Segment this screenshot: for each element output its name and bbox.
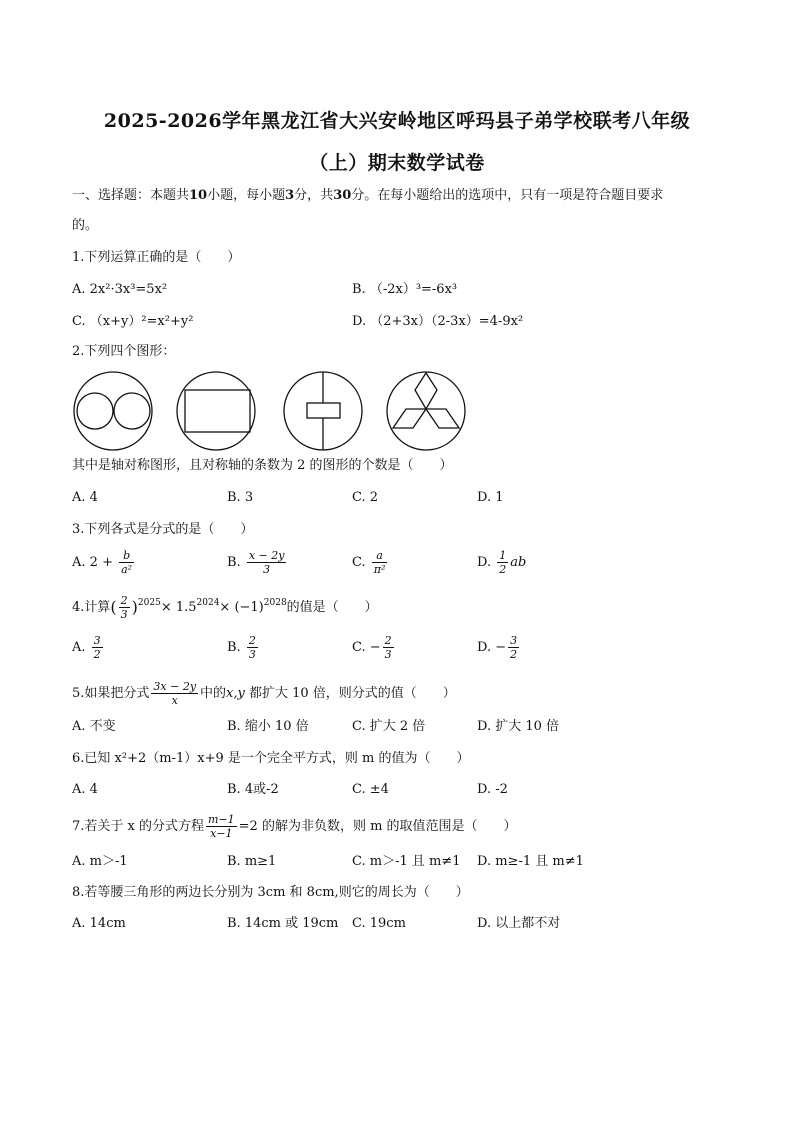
q3-option-d: D. $\frac{1}{2}$ ab [477, 549, 527, 576]
q2-option-a: A. 4 [72, 490, 98, 505]
q2-option-b: B. 3 [227, 490, 254, 505]
q1-option-b: B. （-2x）³=-6x³ [352, 282, 458, 297]
q3-stem: 3.下列各式是分式的是（ ） [72, 522, 254, 537]
q3-option-b: B. $\frac{x - 2y}{3}$ [227, 549, 285, 576]
q3-option-a: A. 2 + $\frac{b}{\text{a²}}$ [72, 549, 133, 576]
q2-option-c: C. 2 [352, 490, 379, 505]
q6-option-a: A. 4 [72, 782, 98, 797]
figure-two-circles [74, 372, 152, 450]
q4-option-a: A. $\frac{3}{2}$ [72, 634, 101, 661]
q5-option-a: A. 不变 [72, 719, 116, 734]
q3-d-fraction: $\frac{1}{2}$ [499, 549, 507, 576]
q7-stem: 7.若关于 x 的分式方程 $\frac{m-1}{x-1}$ =2 的解为非负数，则 m 的取值范围是（ ） [72, 813, 517, 840]
q5-option-c: C. 扩大 2 倍 [352, 719, 426, 734]
q8-option-c: C. 19cm [352, 916, 406, 931]
q8-option-a: A. 14cm [72, 916, 126, 931]
q6-option-b: B. 4或-2 [227, 782, 279, 797]
q2-stem-2: 其中是轴对称图形，且对称轴的条数为 2 的图形的个数是（ ） [72, 458, 453, 473]
q1-option-a: A. 2x²·3x³=5x² [72, 282, 168, 297]
q8-option-d: D. 以上都不对 [477, 916, 561, 931]
q6-option-c: C. ±4 [352, 782, 389, 797]
q8-option-b: B. 14cm 或 19cm [227, 916, 339, 931]
q4-fraction: $\frac{2}{3}$ [120, 594, 128, 621]
q4-stem: 4.计算( $\frac{2}{3}$ )$^{2025}\times 1.5^{2024}\times (-1)^{2028}$的值是（ ） [72, 594, 378, 621]
figure-three-diamonds [387, 372, 465, 450]
q7-option-c: C. m＞-1 且 m≠1 [352, 854, 461, 869]
question-count: 10 [189, 188, 208, 203]
q1-option-c: C. （x+y）²=x²+y² [72, 314, 194, 329]
q7-option-a: A. m＞-1 [72, 854, 128, 869]
q5-stem: 5.如果把分式 $\frac{3x - 2y}{x}$ 中的x,y 都扩大 10 倍，则分式的值（ ） [72, 680, 456, 707]
q2-figures [72, 368, 472, 462]
q3-c-fraction: $\frac{a}{\text{π²}}$ [373, 549, 386, 576]
q5-option-d: D. 扩大 10 倍 [477, 719, 560, 734]
q8-stem: 8.若等腰三角形的两边长分别为 3cm 和 8cm,则它的周长为（ ） [72, 885, 469, 900]
q4-option-c: C. − $\frac{2}{3}$ [352, 634, 392, 661]
q3-a-fraction: $\frac{b}{\text{a²}}$ [121, 549, 133, 576]
q7-fraction: $\frac{m-1}{x-1}$ [208, 813, 235, 840]
figure-circle-line-box [284, 372, 362, 450]
page-title-line2: （上）期末数学试卷 [309, 152, 485, 174]
q7-option-b: B. m≥1 [227, 854, 277, 869]
q2-option-d: D. 1 [477, 490, 504, 505]
q5-option-b: B. 缩小 10 倍 [227, 719, 309, 734]
q2-figures-svg [72, 368, 472, 458]
q1-option-d: D. （2+3x）（2-3x）=4-9x² [352, 314, 524, 329]
question-score: 3 [285, 188, 295, 203]
q4-option-d: D. − $\frac{3}{2}$ [477, 634, 518, 661]
q6-option-d: D. -2 [477, 782, 508, 797]
section-intro-line2: 的。 [72, 218, 99, 233]
q7-option-d: D. m≥-1 且 m≠1 [477, 854, 584, 869]
q3-option-c: C. $\frac{a}{\text{π²}}$ [352, 549, 386, 576]
page-title-line1: 2025-2026学年黑龙江省大兴安岭地区呼玛县子弟学校联考八年级 [103, 110, 691, 132]
total-score: 30 [333, 188, 352, 203]
q2-stem: 2.下列四个图形： [72, 344, 176, 359]
q3-b-fraction: $\frac{x - 2y}{3}$ [248, 549, 285, 576]
q6-stem: 6.已知 x²+2（m-1）x+9 是一个完全平方式，则 m 的值为（ ） [72, 751, 470, 766]
q5-fraction: $\frac{3x - 2y}{x}$ [153, 680, 197, 707]
figure-circle-rectangle [177, 372, 255, 450]
q1-stem: 1.下列运算正确的是（ ） [72, 250, 241, 265]
section-intro: 一、选择题：本题共10小题，每小题3分，共30分。在每小题给出的选项中，只有一项是符合题目要求 [72, 188, 664, 203]
q4-option-b: B. $\frac{2}{3}$ [227, 634, 256, 661]
